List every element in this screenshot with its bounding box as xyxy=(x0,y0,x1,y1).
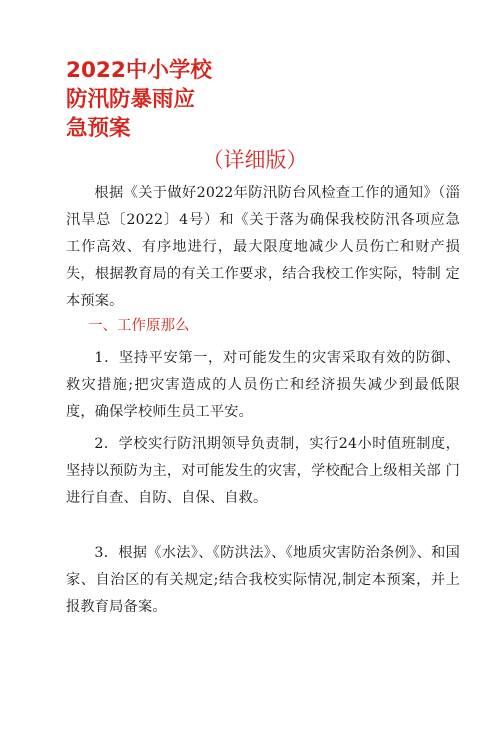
principle-item-2: 2．学校实行防汛期领导负责制，实行24小时值班制度，坚持以预防为主，对可能发生的灾害，学校配合上级相关部 门进行自查、自防、自保、自救。 xyxy=(66,436,460,506)
title-line-2: 防汛防暴雨应 xyxy=(66,87,196,112)
section-heading-principles: 一、工作原那么 xyxy=(88,318,190,334)
intro-paragraph: 根据《关于做好2022年防汛防台风检查工作的通知》（淄汛旱总〔2022〕4号）和《关于落为确保我校防汛各项应急 工作高效、有序地进行，最大限度地减少人员伤亡和财产损 失，根据教育局的有关工作要求，结合我校工作实际，特制 定本预案。 xyxy=(66,185,460,309)
title-line-3: 急预案 xyxy=(66,116,131,141)
document-title xyxy=(66,56,236,143)
title-line-1: 2022中小学校 xyxy=(66,58,212,83)
document-subtitle: （详细版） xyxy=(202,148,308,172)
principle-item-1: 1．坚持平安第一，对可能发生的灾害采取有效的防御、 救灾措施;把灾害造成的人员伤亡和经济损失减少到最低限 度，确保学校师生员工平安。 xyxy=(66,350,460,420)
principle-item-3: 3．根据《水法》、《防洪法》、《地质灾害防治条例》、和国家、自治区的有关规定;结合我校实际情况,制定本预案，并上报教育局备案。 xyxy=(66,545,460,615)
